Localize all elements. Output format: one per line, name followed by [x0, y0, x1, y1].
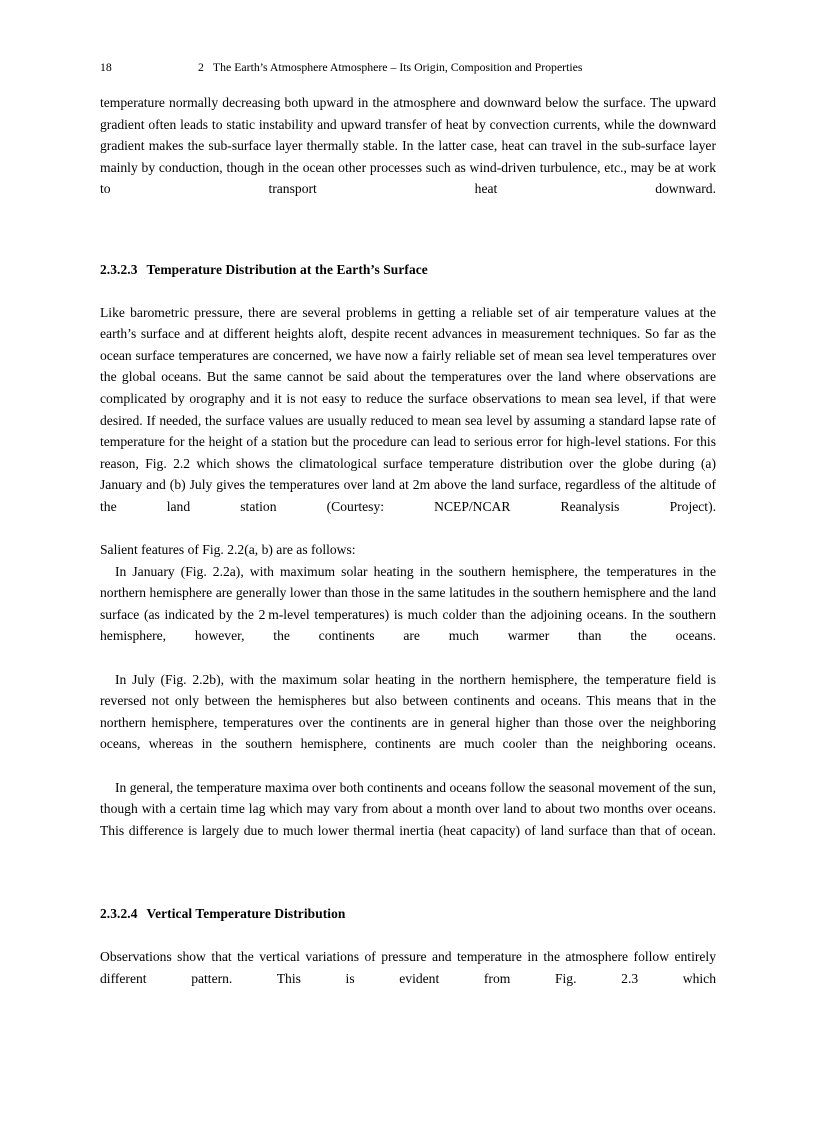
- spacer: [100, 279, 716, 302]
- page-number: 18: [100, 60, 112, 74]
- running-head: [100, 58, 716, 76]
- spacer: [100, 863, 716, 904]
- section-heading-number: 2.3.2.3: [100, 261, 138, 277]
- paragraph-continuation: temperature normally decreasing both upward in the atmosphere and downward below the surface. The upward gradient often leads to static instability and upward transfer of heat by convection currents, while the downward gradient makes the sub-surface layer thermally stable. In the latter case, heat can travel in the sub-surface layer mainly by conduction, though in the ocean other processes such as wind-driven turbulence, etc., may be at work to transport heat downward.: [100, 95, 716, 197]
- section-heading-title: Temperature Distribution at the Earth’s Surface: [146, 261, 428, 277]
- section-heading-2-3-2-3: [100, 260, 716, 279]
- paragraph-july: In July (Fig. 2.2b), with the maximum solar heating in the northern hemisphere, the temperature field is reversed not only between the hemispheres but also between continents and oceans. This means that in the northern hemisphere, temperatures over the continents are in general higher than those over the neighboring oceans, whereas in the southern hemisphere, continents are much cooler than the neighboring oceans.: [100, 671, 716, 752]
- paragraph-general-maxima: In general, the temperature maxima over both continents and oceans follow the seasonal movement of the sun, though with a certain time lag which may vary from about a month over land to about two months over oceans. This difference is largely due to much lower thermal inertia (heat capacity) of land surface than that of ocean.: [100, 779, 716, 838]
- paragraph-salient-features: Salient features of Fig. 2.2(a, b) are as follows:: [100, 542, 356, 558]
- section-heading-2-3-2-4: [100, 904, 716, 923]
- running-head-chapter-number: 2: [198, 60, 204, 74]
- running-head-chapter-title: The Earth’s Atmosphere Atmosphere – Its Origin, Composition and Properties: [212, 60, 583, 74]
- section-heading-number: 2.3.2.4: [100, 906, 138, 921]
- spacer: [100, 222, 716, 260]
- paragraph-vertical-variations: Observations show that the vertical variations of pressure and temperature in the atmosphere follow entirely different pattern. This is evident from Fig. 2.3 which: [100, 949, 716, 986]
- spacer: [100, 923, 716, 946]
- paragraph-surface-temperature-data: Like barometric pressure, there are several problems in getting a reliable set of air temperature values at the earth’s surface and at different heights aloft, despite recent advances in measurement techniques. So far as the ocean surface temperatures are concerned, we have now a fairly reliable set of mean sea level temperatures over the global oceans. But the same cannot be said about the temperatures over the land where observations are complicated by orography and it is not easy to reduce the surface observations to mean sea level, if that were desired. If needed, the surface values are usually reduced to mean sea level by assuming a standard lapse rate of temperature for the height of a station but the procedure can lead to serious error for high-level stations. For this reason, Fig. 2.2 which shows the climatological surface temperature distribution over the globe during (a) January and (b) July gives the temperatures over land at 2m above the land surface, regardless of the altitude of the land station (Courtesy: NCEP/NCAR Reanalysis Project).: [100, 304, 716, 514]
- paragraph-january: In January (Fig. 2.2a), with maximum solar heating in the southern hemisphere, the temperatures in the northern hemisphere are generally lower than those in the same latitudes in the southern hemisphere and the land surface (as indicated by the 2 m-level temperatures) is much colder than the adjoining oceans. In the southern hemisphere, however, the continents are much warmer than the oceans.: [100, 563, 716, 644]
- section-heading-title: Vertical Temperature Distribution: [146, 906, 346, 921]
- text-column: [100, 92, 716, 1011]
